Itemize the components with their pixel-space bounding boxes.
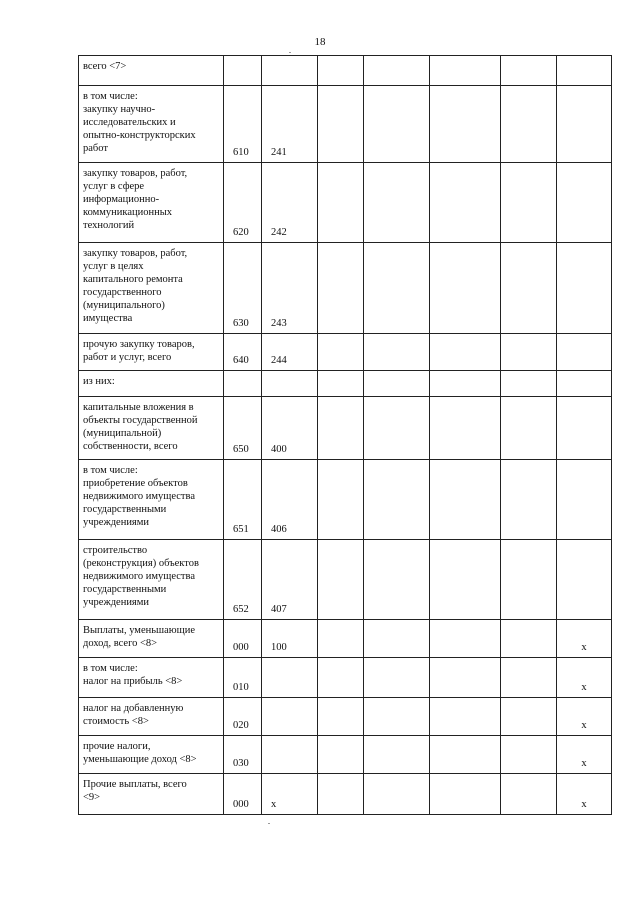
row-name: Прочие выплаты, всего <9> — [83, 779, 187, 803]
row-name-cell — [79, 540, 224, 620]
last-value-cell — [557, 540, 612, 620]
kbk-code-cell: 400 — [262, 397, 318, 460]
value-cell — [501, 243, 557, 334]
value-cell — [430, 620, 501, 658]
value-cell — [501, 774, 557, 815]
table-row — [79, 56, 612, 86]
kbk-code-cell: 244 — [262, 334, 318, 371]
value-cell — [430, 371, 501, 397]
kbk-code-cell: 241 — [262, 86, 318, 163]
kbk-code-cell — [262, 56, 318, 86]
line-code-cell: 000 — [224, 620, 262, 658]
table-row — [79, 658, 612, 698]
row-name: закупку товаров, работ, услуг в целях капитального ремонта государственного (муниципального) имущества — [83, 248, 188, 324]
last-value-cell: х — [557, 620, 612, 658]
value-cell — [501, 698, 557, 736]
value-cell — [318, 460, 364, 540]
value-cell — [501, 371, 557, 397]
kbk-code-cell: 406 — [262, 460, 318, 540]
line-code-cell: 652 — [224, 540, 262, 620]
row-name-cell — [79, 774, 224, 815]
row-name: закупку товаров, работ, услуг в сфере информационно- коммуникационных технологий — [83, 168, 188, 231]
row-name-cell — [79, 371, 224, 397]
table-row — [79, 163, 612, 243]
last-value-cell: х — [557, 658, 612, 698]
row-name: Выплаты, уменьшающие доход, всего <8> — [83, 625, 195, 649]
value-cell — [501, 163, 557, 243]
value-cell — [364, 86, 430, 163]
line-code-cell: 620 — [224, 163, 262, 243]
value-cell — [318, 620, 364, 658]
row-name-cell — [79, 334, 224, 371]
value-cell — [430, 540, 501, 620]
value-cell — [430, 86, 501, 163]
table-row — [79, 460, 612, 540]
line-code-cell: 000 — [224, 774, 262, 815]
table-row — [79, 397, 612, 460]
value-cell — [318, 540, 364, 620]
value-cell — [430, 774, 501, 815]
table-row — [79, 371, 612, 397]
value-cell — [364, 774, 430, 815]
row-name-cell — [79, 620, 224, 658]
value-cell — [364, 163, 430, 243]
value-cell — [364, 460, 430, 540]
row-name-cell — [79, 56, 224, 86]
page-number: 18 — [314, 36, 326, 48]
value-cell — [318, 736, 364, 774]
value-cell — [430, 736, 501, 774]
value-cell — [430, 397, 501, 460]
kbk-code-cell: 407 — [262, 540, 318, 620]
scan-mark — [289, 52, 291, 53]
value-cell — [364, 540, 430, 620]
line-code-cell: 030 — [224, 736, 262, 774]
value-cell — [364, 736, 430, 774]
last-value-cell — [557, 163, 612, 243]
value-cell — [430, 658, 501, 698]
value-cell — [318, 334, 364, 371]
kbk-code-cell: х — [262, 774, 318, 815]
row-name: строительство (реконструкция) объектов недвижимого имущества государственными учреждениями — [83, 545, 199, 608]
value-cell — [318, 658, 364, 698]
row-name-cell — [79, 736, 224, 774]
value-cell — [318, 56, 364, 86]
value-cell — [501, 658, 557, 698]
value-cell — [501, 736, 557, 774]
line-code-cell: 610 — [224, 86, 262, 163]
row-name: в том числе: закупку научно- исследовательских и опытно-конструкторских работ — [83, 91, 196, 154]
table-row — [79, 774, 612, 815]
value-cell — [430, 698, 501, 736]
kbk-code-cell — [262, 371, 318, 397]
last-value-cell — [557, 334, 612, 371]
row-name-cell — [79, 243, 224, 334]
value-cell — [364, 397, 430, 460]
value-cell — [364, 334, 430, 371]
last-value-cell — [557, 460, 612, 540]
row-name: капитальные вложения в объекты государственной (муниципальной) собственности, всего — [83, 402, 198, 452]
row-name-cell — [79, 163, 224, 243]
line-code-cell: 020 — [224, 698, 262, 736]
kbk-code-cell: 243 — [262, 243, 318, 334]
row-name-cell — [79, 460, 224, 540]
value-cell — [364, 658, 430, 698]
value-cell — [501, 540, 557, 620]
value-cell — [501, 460, 557, 540]
row-name: в том числе: приобретение объектов недвижимого имущества государственными учреждениями — [83, 465, 195, 528]
table-row — [79, 540, 612, 620]
line-code-cell — [224, 371, 262, 397]
last-value-cell: х — [557, 736, 612, 774]
kbk-code-cell: 242 — [262, 163, 318, 243]
value-cell — [430, 460, 501, 540]
last-value-cell — [557, 371, 612, 397]
value-cell — [501, 620, 557, 658]
value-cell — [318, 163, 364, 243]
last-value-cell: х — [557, 774, 612, 815]
line-code-cell: 630 — [224, 243, 262, 334]
value-cell — [364, 698, 430, 736]
row-name-cell — [79, 698, 224, 736]
value-cell — [318, 371, 364, 397]
row-name: прочие налоги, уменьшающие доход <8> — [83, 741, 197, 765]
last-value-cell — [557, 243, 612, 334]
value-cell — [318, 397, 364, 460]
row-name: налог на добавленную стоимость <8> — [83, 703, 184, 727]
value-cell — [364, 371, 430, 397]
value-cell — [430, 56, 501, 86]
value-cell — [318, 243, 364, 334]
row-name-cell — [79, 397, 224, 460]
kbk-code-cell — [262, 658, 318, 698]
value-cell — [501, 86, 557, 163]
table-row — [79, 334, 612, 371]
line-code-cell: 010 — [224, 658, 262, 698]
table-row — [79, 620, 612, 658]
line-code-cell: 650 — [224, 397, 262, 460]
row-name: всего <7> — [83, 61, 127, 72]
line-code-cell — [224, 56, 262, 86]
last-value-cell — [557, 86, 612, 163]
line-code-cell: 651 — [224, 460, 262, 540]
payments-table — [78, 55, 612, 815]
table-row — [79, 243, 612, 334]
row-name: из них: — [83, 376, 115, 387]
last-value-cell — [557, 56, 612, 86]
value-cell — [318, 86, 364, 163]
value-cell — [501, 397, 557, 460]
kbk-code-cell: 100 — [262, 620, 318, 658]
last-value-cell: х — [557, 698, 612, 736]
value-cell — [501, 56, 557, 86]
kbk-code-cell — [262, 736, 318, 774]
value-cell — [318, 698, 364, 736]
value-cell — [501, 334, 557, 371]
last-value-cell — [557, 397, 612, 460]
value-cell — [430, 243, 501, 334]
row-name-cell — [79, 86, 224, 163]
row-name: в том числе: налог на прибыль <8> — [83, 663, 183, 687]
value-cell — [430, 334, 501, 371]
value-cell — [364, 243, 430, 334]
row-name: прочую закупку товаров, работ и услуг, всего — [83, 339, 195, 363]
row-name-cell — [79, 658, 224, 698]
scan-mark — [268, 823, 270, 824]
value-cell — [430, 163, 501, 243]
table-row — [79, 736, 612, 774]
table-row — [79, 698, 612, 736]
kbk-code-cell — [262, 698, 318, 736]
table-row — [79, 86, 612, 163]
value-cell — [364, 620, 430, 658]
line-code-cell: 640 — [224, 334, 262, 371]
value-cell — [318, 774, 364, 815]
value-cell — [364, 56, 430, 86]
